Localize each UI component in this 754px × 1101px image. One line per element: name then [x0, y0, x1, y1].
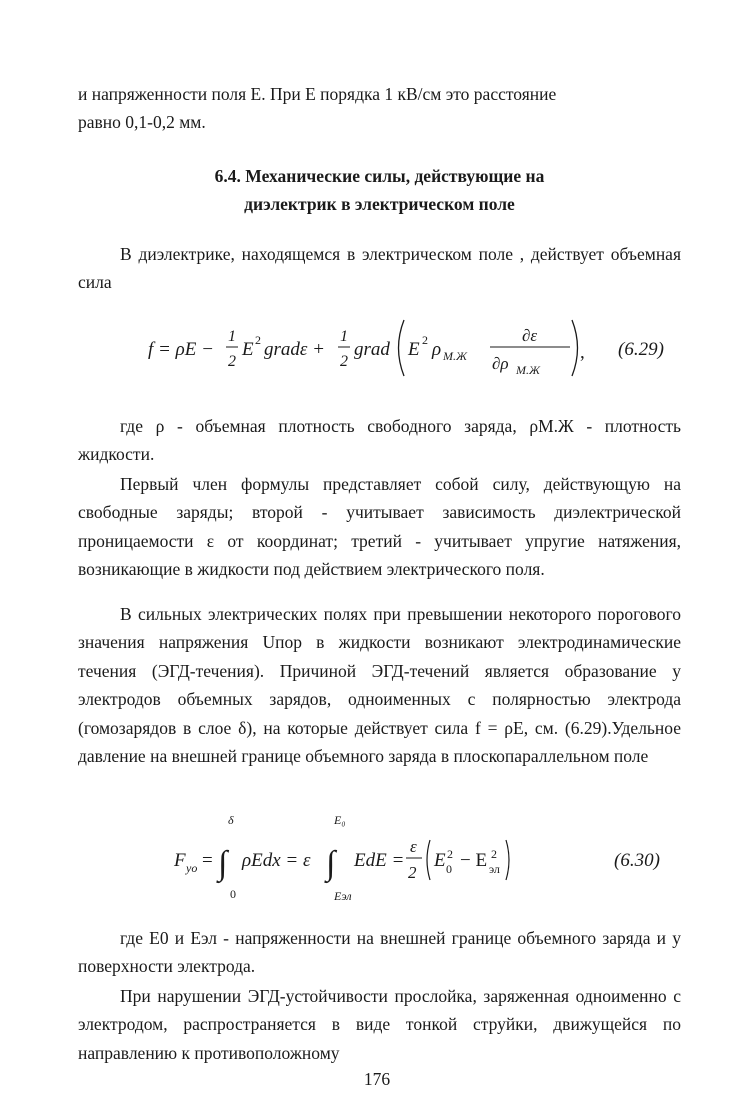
svg-text:f = ρE −: f = ρE − [148, 339, 214, 360]
page-number: 176 [363, 1069, 391, 1089]
svg-text:0: 0 [446, 862, 452, 876]
paragraph-6: При нарушении ЭГД-устойчивости прослойка, заряженная одноименно с электродом, распространяется в виде тонкой струйки, движущейся по направлению к противоположному [78, 986, 681, 1063]
equation-number: (6.30) [614, 850, 660, 871]
svg-text:E₀: E₀ [334, 813, 346, 827]
svg-text:EdE =: EdE = [354, 850, 405, 871]
svg-text:E: E [408, 339, 420, 360]
text-continuation [78, 80, 681, 137]
svg-text:эл: эл [489, 862, 500, 876]
svg-text:grad: grad [354, 339, 390, 360]
equation-number: (6.29) [618, 339, 664, 360]
svg-text:gradε +: gradε + [264, 339, 325, 360]
svg-text:∫: ∫ [218, 845, 228, 882]
svg-text:,: , [580, 342, 585, 363]
svg-text:М.Ж: М.Ж [443, 349, 467, 363]
svg-text:ε: ε [410, 837, 417, 856]
svg-text:− E: − E [460, 850, 488, 871]
svg-text:1: 1 [340, 328, 348, 345]
paragraph-4: В сильных электрических полях при превышении некоторого порогового значения напряжения Uпор в жидкости возникают электродинамические течения (ЭГД-течения). Причиной ЭГД-течений является образование у электродов объемных зарядов, одноименных с полярностью электрода (гомозарядов в слое δ), на которые действует сила f = ρE, см. (6.29).Удельное давление на внешней границе объемного заряда в плоскопараллельном поле [78, 604, 681, 767]
svg-text:ρ: ρ [432, 339, 442, 360]
svg-text:2: 2 [491, 847, 497, 861]
svg-text:Eэл: Eэл [334, 889, 352, 903]
section-heading [78, 162, 681, 219]
heading-line-1: 6.4. Механические силы, действующие на [214, 166, 545, 186]
svg-text:∂ε: ∂ε [522, 326, 538, 345]
svg-text:уо: уо [186, 861, 198, 875]
svg-text:=: = [202, 850, 213, 871]
paragraph-1: В диэлектрике, находящемся в электрическом поле , действует объемная сила [78, 244, 681, 293]
svg-text:E: E [242, 339, 254, 360]
equation-6-29 [78, 300, 681, 400]
line-1: и напряженности поля E. При E порядка 1 кВ/см это расстояние [78, 84, 557, 104]
svg-text:2: 2 [422, 333, 428, 347]
svg-text:2: 2 [228, 353, 236, 370]
svg-text:М.Ж: М.Ж [516, 363, 540, 377]
paragraph-3: Первый член формулы представляет собой силу, действующую на свободные заряды; второй - учитывает зависимость диэлектрической проницаемости ε от координат; третий - учитывает упругие натяжения, возникающие в жидкости под действием электрического поля. [78, 474, 681, 580]
svg-text:δ: δ [228, 813, 234, 827]
svg-text:F: F [174, 850, 186, 871]
line-2: равно 0,1-0,2 мм. [78, 112, 206, 133]
svg-text:0: 0 [230, 887, 236, 901]
svg-text:2: 2 [340, 353, 348, 370]
paragraph-5: где E0 и Eэл - напряженности на внешней границе объемного заряда и у поверхности электрода. [78, 928, 681, 977]
svg-text:1: 1 [228, 328, 236, 345]
svg-text:ρEdx = ε: ρEdx = ε [242, 850, 311, 871]
svg-text:∫: ∫ [326, 845, 336, 882]
svg-text:2: 2 [255, 333, 261, 347]
heading-line-2: диэлектрик в электрическом поле [244, 194, 515, 215]
equation-6-30 [78, 808, 681, 908]
svg-text:2: 2 [447, 847, 453, 861]
svg-text:2: 2 [408, 863, 417, 882]
paragraph-2: где ρ - объемная плотность свободного заряда, ρМ.Ж - плотность жидкости. [78, 416, 681, 465]
svg-text:∂ρ: ∂ρ [492, 354, 509, 373]
svg-text:E: E [434, 850, 446, 871]
